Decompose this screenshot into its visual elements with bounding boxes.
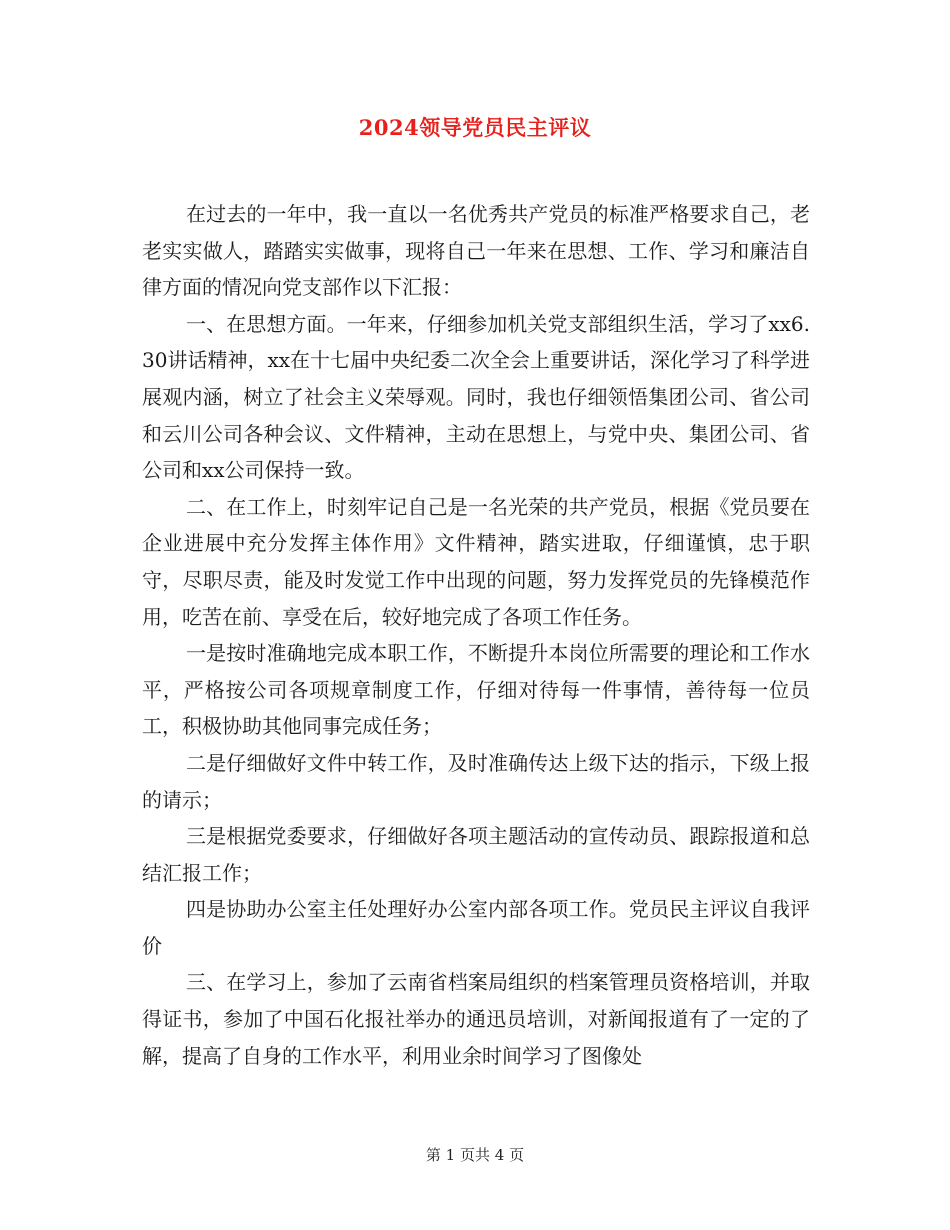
paragraph-thought: 一、在思想方面。一年来，仔细参加机关党支部组织生活，学习了xx6.30讲话精神，xx在十七届中央纪委二次全会上重要讲话，深化学习了科学进展观内涵，树立了社会主义荣辱观。同时，我也仔细领悟集团公司、省公司和云川公司各种会议、文件精神，主动在思想上，与党中央、集团公司、省公司和xx公司保持一致。 [142, 311, 811, 483]
paragraph-study: 三、在学习上，参加了云南省档案局组织的档案管理员资格培训，并取得证书，参加了中国石化报社举办的通迅员培训，对新闻报道有了一定的了解，提高了自身的工作水平，利用业余时间学习了图像处 [142, 970, 810, 1068]
document-body [142, 196, 810, 1074]
paragraph-work-item-4: 四是协助办公室主任处理好办公室内部各项工作。党员民主评议自我评价 [142, 897, 810, 958]
page-footer: 第 1 页共 4 页 [425, 1146, 525, 1164]
paragraph-work: 二、在工作上，时刻牢记自己是一名光荣的共产党员，根据《党员要在企业进展中充分发挥主体作用》文件精神，踏实进取，仔细谨慎，忠于职守，尽职尽责，能及时发觉工作中出现的问题，努力发挥党员的先锋模范作用，吃苦在前、享受在后，较好地完成了各项工作任务。 [142, 494, 810, 629]
paragraph-work-item-2: 二是仔细做好文件中转工作，及时准确传达上级下达的指示，下级上报的请示； [142, 750, 810, 812]
paragraph-intro: 在过去的一年中，我一直以一名优秀共产党员的标准严格要求自己，老老实实做人，踏踏实实做事，现将自己一年来在思想、工作、学习和廉洁自律方面的情况向党支部作以下汇报： [142, 202, 810, 300]
paragraph-work-item-3: 三是根据党委要求，仔细做好各项主题活动的宣传动员、跟踪报道和总结汇报工作； [142, 824, 810, 885]
document-title: 2024领导党员民主评议 [358, 115, 592, 140]
paragraph-work-item-1: 一是按时准确地完成本职工作，不断提升本岗位所需要的理论和工作水平，严格按公司各项规章制度工作，仔细对待每一件事情，善待每一位员工，积极协助其他同事完成任务； [142, 641, 810, 739]
